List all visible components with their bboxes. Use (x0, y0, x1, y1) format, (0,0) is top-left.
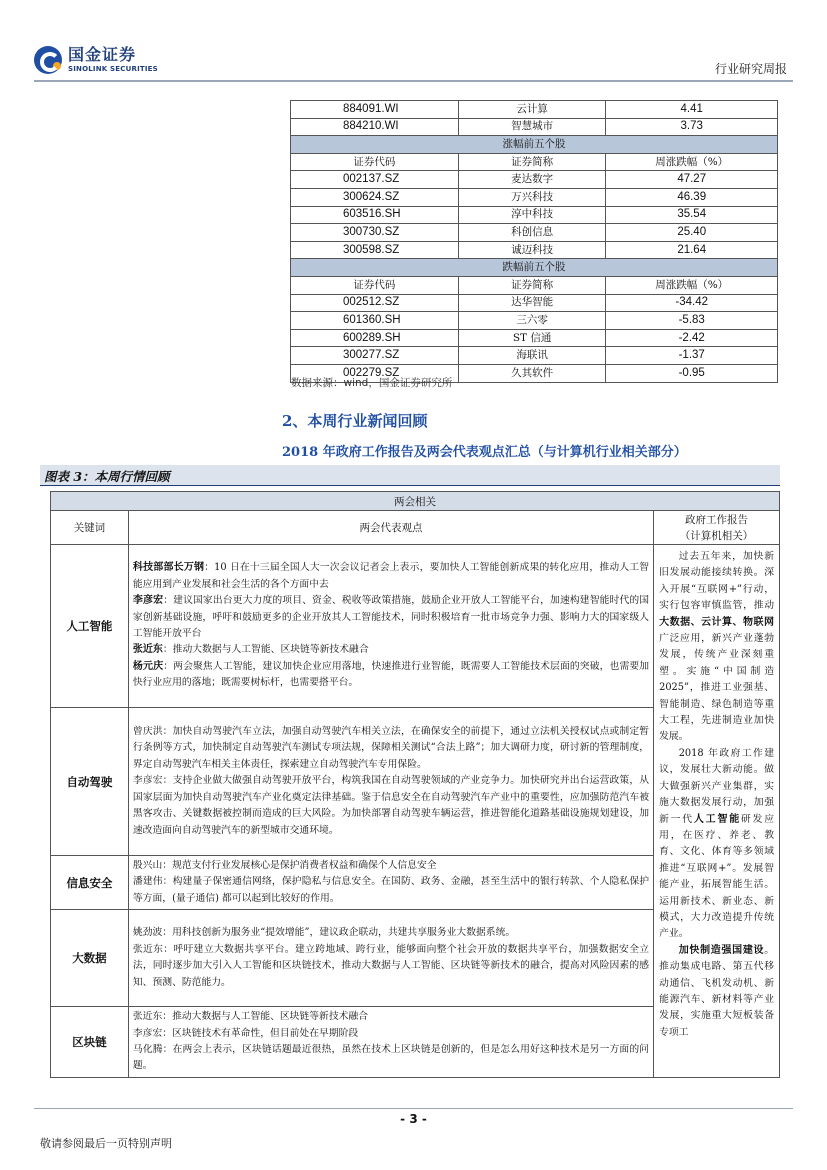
section-subtitle: 2018 年政府工作报告及两会代表观点汇总（与计算机行业相关部分） (282, 445, 687, 460)
table-row: 601360.SH 三六零 -5.83 (291, 312, 778, 330)
table-row: 884210.WI 智慧城市 3.73 (291, 118, 778, 136)
views-cell: 殷兴山：规范支付行业发展核心是保护消费者权益和确保个人信息安全 潘建伟：构建量子保密通信网络，保护隐私与信息安全。在国防、政务、金融，甚至生活中的银行转款、个人隐私保护等方面，(量子通信) 都可以起到比较好的作用。 (128, 856, 653, 910)
logo-icon (34, 46, 62, 74)
views-cell: 科技部部长万钢：10 日在十三届全国人大一次会议记者会上表示，要加快人工智能创新成果的转化应用，推动人工智能应用到产业发展和社会生活的各个方面中去 李彦宏：建议国家出台更大力度的项目、资金、税收等政策措施，鼓励企业开放人工智能平台，加速构建智能时代的国家创新基础设施，呼吁和鼓励更多的企业开放其人工智能技术，同时积极培育一批市场竞争力强、影响力大的国家级人工智能开放平台 张近东：推动大数据与人工智能、区块链等新技术融合 杨元庆：两会聚焦人工智能，建议加快企业应用落地，快速推进行业智能，既需要人工智能技术层面的突破，也需要加快行业应用的落地；既需要树标杆，也需要搭平台。 (128, 545, 653, 708)
table-top-header: 两会相关 (51, 492, 780, 511)
table-row: 300598.SZ 诚迈科技 21.64 (291, 241, 778, 259)
gainers-section-header: 涨幅前五个股 (291, 136, 778, 154)
column-header-row: 关键词 两会代表观点 政府工作报告 （计算机相关） (51, 511, 780, 545)
disclaimer-text: 敬请参阅最后一页特别声明 (40, 1137, 172, 1150)
figure-title-bar (40, 465, 780, 486)
views-cell: 姚劲波：用科技创新为服务业“提效增能”，建议政企联动，共建共享服务业大数据系统。 张近东：呼吁建立大数据共享平台。建立跨地域、跨行业，能够面向整个社会开放的数据共享平台，加强数据安全立法，同时逐步加大引入人工智能和区块链技术，推动大数据与人工智能、区块链等新技术的融合，提高对风险因素的感知、预测、防范能力。 (128, 910, 653, 1007)
table-row: 300730.SZ 科创信息 25.40 (291, 224, 778, 242)
table-row (51, 545, 780, 708)
table-row: 603516.SH 淳中科技 35.54 (291, 206, 778, 224)
table-row: 884091.WI 云计算 4.41 (291, 101, 778, 119)
two-sessions-table (50, 491, 780, 1078)
keyword-cell: 区块链 (51, 1007, 129, 1078)
logo-en-text: SINOLINK SECURITIES (68, 65, 158, 73)
keyword-cell: 大数据 (51, 910, 129, 1007)
table-row: 300624.SZ 万兴科技 46.39 (291, 188, 778, 206)
column-header-row: 证券代码 证券简称 周涨跌幅（%） (291, 153, 778, 171)
table-row: 600289.SH ST 信通 -2.42 (291, 329, 778, 347)
keyword-cell: 人工智能 (51, 545, 129, 708)
views-cell: 曾庆洪：加快自动驾驶汽车立法，加强自动驾驶汽车相关立法，在确保安全的前提下，通过立法机关授权试点或制定暂行条例等方式，加快制定自动驾驶汽车测试专项法规，保障相关测试“合法上路”；加大调研力度，研讨新的管理制度，界定自动驾驶汽车相关主体责任，探索建立自动驾驶汽车专用保险。 李彦宏：支持企业做大做强自动驾驶开放平台，构筑我国在自动驾驶领域的产业竞争力。加快研究并出台运营政策，从国家层面为加快自动驾驶汽车产业化奠定法律基础。鉴于信息安全在自动驾驶汽车产业中的重要性，应加强防范汽车被黑客攻击、关键数据被控制而造成的巨大风险。为加快部署自动驾驶车辆运营，推进智能化道路基础设施规划建设，加速改造面向自动驾驶汽车的新型城市交通环境。 (128, 708, 653, 856)
table-row: 002279.SZ 久其软件 -0.95 (291, 364, 778, 382)
footer-divider (34, 1108, 793, 1109)
report-type: 行业研究周报 (714, 62, 787, 76)
gov-report-cell: 过去五年来，加快新旧发展动能接续转换。深入开展“互联网+”行动，实行包容审慎监管，推动大数据、云计算、物联网广泛应用，新兴产业蓬勃发展，传统产业深刻重塑。实施“中国制造 2025”，推进工业强基、智能制造、绿色制造等重大工程，先进制造业加快发展。 2018 年政府工作建议，发展壮大新动能。做大做强新兴产业集群，实施大数据发展行动，加强新一代人工智能研发应用，在医疗、养老、教育、文化、体育等多领域推进“互联网+”。发展智能产业，拓展智能生活。运用新技术、新业态、新模式，大力改造提升传统产业。 加快制造强国建设。推动集成电路、第五代移动通信、飞机发动机、新能源汽车、新材料等产业发展，实施重大短板装备专项工 (654, 545, 780, 1078)
logo-cn-text: 国金证券 (68, 45, 137, 64)
company-logo (34, 46, 158, 74)
stock-performance-table (290, 100, 778, 383)
figure-title: 图表 3：本周行情回顾 (44, 469, 170, 484)
data-source: 数据来源：wind，国金证券研究所 (291, 377, 453, 389)
header-divider (34, 80, 793, 82)
views-cell: 张近东：推动大数据与人工智能、区块链等新技术融合 李彦宏：区块链技术有革命性，但目前处在早期阶段 马化腾：在两会上表示，区块链话题最近很热，虽然在技术上区块链是创新的，但是怎么用好这种技术是另一方面的问题。 (128, 1007, 653, 1078)
page-number: - 3 - (400, 1112, 427, 1126)
keyword-cell: 信息安全 (51, 856, 129, 910)
column-header-row: 证券代码 证券简称 周涨跌幅（%） (291, 276, 778, 294)
table-row: 002512.SZ 达华智能 -34.42 (291, 294, 778, 312)
losers-section-header: 跌幅前五个股 (291, 259, 778, 277)
section-title: 2、本周行业新闻回顾 (282, 412, 428, 430)
table-row: 300277.SZ 海联讯 -1.37 (291, 347, 778, 365)
keyword-cell: 自动驾驶 (51, 708, 129, 856)
table-row: 002137.SZ 麦达数字 47.27 (291, 171, 778, 189)
